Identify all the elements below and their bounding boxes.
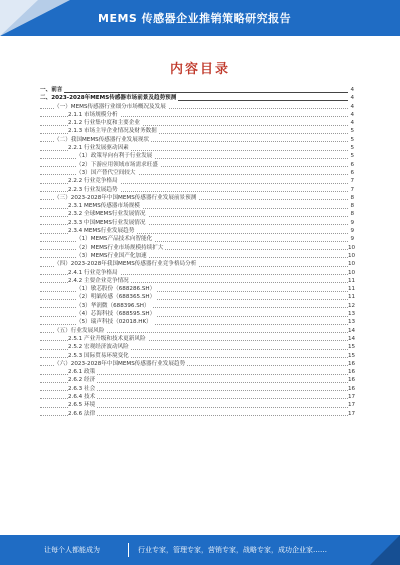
toc-entry-page: 10 [348,261,356,268]
toc-entry-label: 2.3.4 MEMS行业发展趋势 [68,228,135,235]
toc-entry-label: （五）行业发展风险 [54,327,105,334]
toc-entry-page: 16 [348,377,356,384]
toc-entry-page: 13 [348,311,356,318]
toc-entry[interactable] [40,293,354,301]
toc-entry-label: 一、前言 [40,87,63,93]
page-footer [0,535,400,565]
toc-entry-page: 4 [348,103,354,111]
toc-entry-page: 16 [348,385,356,392]
toc-entry[interactable] [40,285,354,293]
toc-entry-page: 5 [348,144,354,152]
toc-entry-label: 2.3.3 中国MEMS行业发展情况 [68,219,146,226]
toc-entry[interactable] [40,202,354,210]
toc-entry-label: （三）2023-2028年中国MEMS传感器行业发展前景预测 [54,194,197,201]
toc-entry[interactable] [40,244,354,252]
toc-entry[interactable] [40,401,354,409]
toc-entry-label: 2.6.1 政策 [68,369,96,376]
toc-entry-page: 12 [348,302,356,309]
toc-entry-label: （2）MEMS行业市场规模持续扩大 [76,244,164,251]
toc-entry-page: 16 [348,369,356,376]
toc-entry-label: 2.6.3 社会 [68,385,96,392]
toc-entry-page: 5 [348,136,354,144]
toc-entry-page: 8 [348,210,354,218]
toc-entry-label: （4）芯海科技（688595.SH） [76,311,156,318]
toc-entry-page: 4 [348,94,354,102]
toc-entry[interactable] [40,269,354,277]
footer-decoration [370,535,400,565]
toc-entry-page: 15 [348,344,356,351]
toc-entry-label: （3）华润微（688396.SH） [76,302,150,309]
header-decoration-light [0,0,38,36]
toc-entry-page: 8 [348,194,354,202]
toc-entry-page: 17 [348,393,356,400]
toc-entry[interactable] [40,376,354,384]
toc-entry-label: （1）MEMS产品技术向智能化 [76,236,153,243]
table-of-contents [40,86,354,418]
toc-entry-label: 2.5.2 宏观经济波动风险 [68,344,129,351]
toc-entry-page: 14 [348,327,356,334]
toc-entry[interactable] [40,302,354,310]
toc-entry[interactable] [40,94,354,102]
toc-entry[interactable] [40,360,354,368]
toc-entry[interactable] [40,136,354,144]
toc-entry-label: （2）明皜传感（688365.SH） [76,294,156,301]
toc-entry-page: 4 [348,86,354,94]
toc-entry-page: 16 [348,360,356,367]
toc-entry-label: （3）MEMS行业国产化加速 [76,252,147,259]
footer-divider [128,543,129,557]
toc-entry[interactable] [40,318,354,326]
toc-entry-label: 2.3.2 全球MEMS行业发展情况 [68,211,146,218]
toc-entry[interactable] [40,103,354,111]
toc-entry-label: 2.2.1 行业发展驱动因素 [68,145,129,152]
toc-entry-label: （四）2023-2028年我国MEMS传感器行业竞争格局分析 [54,261,197,268]
toc-entry[interactable] [40,161,354,169]
toc-entry-label: 二、2023-2028年MEMS传感器市场前景及趋势预测 [40,95,177,102]
toc-entry[interactable] [40,335,354,343]
footer-slogan-right: 行业专家，管理专家，营销专家，战略专家，成功企业家…… [138,546,327,554]
toc-leader-dots [40,92,348,93]
page-header [0,0,400,36]
toc-entry-page: 8 [348,202,354,210]
toc-entry-label: （1）政策导向有利于行业发展 [76,153,153,160]
toc-entry-label: 2.3.1 MEMS传感器市场规模 [68,203,140,210]
toc-entry-label: 2.6.4 技术 [68,393,96,400]
toc-entry-page: 15 [348,352,356,359]
toc-entry-label: 2.6.5 环境 [68,402,96,409]
toc-entry-page: 4 [348,111,354,119]
toc-entry-label: （1）敏芯股份（688286.SH） [76,286,156,293]
toc-entry-page: 9 [348,227,354,235]
toc-entry[interactable] [40,169,354,177]
toc-entry-page: 9 [348,219,354,227]
toc-entry-page: 10 [348,252,356,259]
toc-entry-label: 2.6.2 经济 [68,377,96,384]
toc-entry[interactable] [40,186,354,194]
toc-entry-label: （一）MEMS传感器行业细分市场概况及发展 [54,103,166,110]
footer-slogan-left: 让每个人都能成为 [44,546,100,554]
toc-entry-label: 2.4.2 主要企业竞争情况 [68,277,129,284]
toc-entry[interactable] [40,235,354,243]
toc-entry[interactable] [40,127,354,135]
toc-entry-page: 6 [348,169,354,177]
toc-entry-page: 5 [348,152,354,160]
toc-entry-page: 6 [348,161,354,169]
toc-entry[interactable] [40,368,354,376]
toc-entry[interactable] [40,393,354,401]
toc-entry-page: 4 [348,119,354,127]
toc-entry[interactable] [40,385,354,393]
toc-entry[interactable] [40,177,354,185]
toc-entry[interactable] [40,210,354,218]
toc-entry-label: 2.4.1 行业竞争格局 [68,269,118,276]
toc-entry-page: 7 [348,186,354,194]
toc-entry-page: 10 [348,269,356,276]
report-title: MEMS 传感器企业推销策略研究报告 [98,12,292,25]
toc-entry[interactable] [40,277,354,285]
toc-entry-label: 2.1.1 市场规模分析 [68,111,118,118]
toc-entry[interactable] [40,152,354,160]
toc-entry[interactable] [40,310,354,318]
toc-entry-page: 11 [348,286,356,293]
toc-entry-label: （5）瑞声科技（02018.HK） [76,319,152,326]
toc-entry-label: 2.5.1 产业升级和技术更新风险 [68,335,146,342]
toc-entry-label: 2.1.2 行业集中度和主要企业 [68,120,140,127]
toc-entry-label: （二）我国MEMS传感器行业发展现状 [54,136,150,143]
toc-entry[interactable] [40,219,354,227]
toc-entry-page: 7 [348,177,354,185]
toc-entry[interactable] [40,352,354,360]
toc-entry-page: 14 [348,335,356,342]
toc-entry-label: 2.5.3 国际贸易环境变化 [68,352,129,359]
toc-entry-label: 2.2.3 行业发展趋势 [68,186,118,193]
toc-entry[interactable] [40,252,354,260]
toc-entry-label: （六）2023-2028年中国MEMS传感器行业发展趋势 [54,360,186,367]
toc-entry-page: 17 [348,410,356,417]
toc-entry[interactable] [40,119,354,127]
toc-entry-page: 13 [348,319,356,326]
toc-entry-page: 17 [348,402,356,409]
toc-entry[interactable] [40,227,354,235]
toc-entry-page: 5 [348,127,354,135]
toc-entry-label: 2.6.6 法律 [68,410,96,417]
toc-entry[interactable] [40,260,354,268]
toc-entry-page: 9 [348,235,354,243]
toc-entry-label: （2）下游应用领域市场需求旺盛 [76,161,158,168]
toc-entry-page: 10 [348,244,356,251]
toc-entry-label: （3）国产替代空间较大 [76,169,136,176]
toc-entry-page: 11 [348,294,356,301]
toc-entry[interactable] [40,410,354,418]
toc-entry[interactable] [40,327,354,335]
toc-entry[interactable] [40,343,354,351]
toc-entry-label: 2.2.2 行业竞争格局 [68,178,118,185]
toc-heading: 内容目录 [169,62,230,77]
toc-entry[interactable] [40,111,354,119]
toc-entry[interactable] [40,86,354,94]
toc-entry-page: 11 [348,277,356,284]
toc-entry-label: 2.1.3 市场主导企业情况及财务数据 [68,128,157,135]
toc-entry[interactable] [40,144,354,152]
toc-entry[interactable] [40,194,354,202]
